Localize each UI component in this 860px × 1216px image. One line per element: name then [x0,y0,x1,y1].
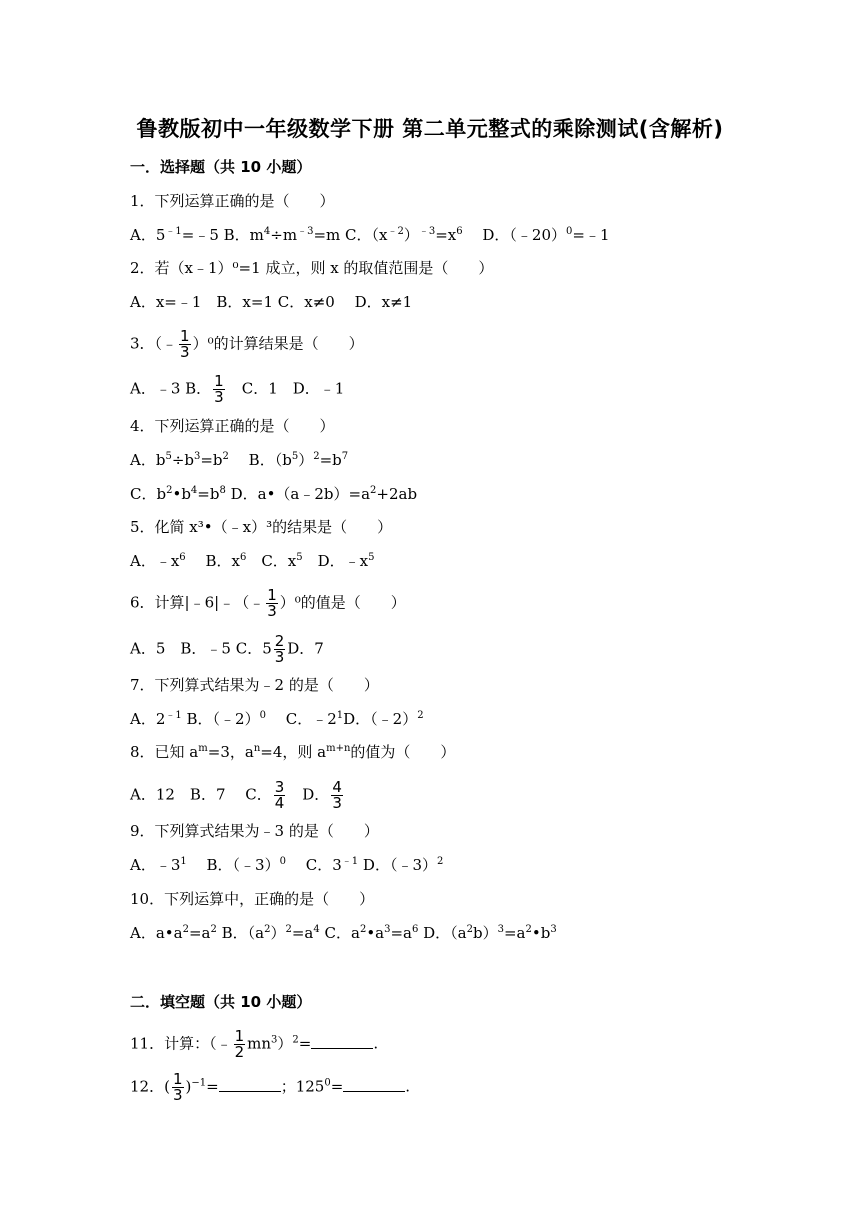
section-heading-fill: 二．填空题（共 10 小题） [130,993,312,1011]
question-7-options: A．$2^{﹣1}$ B．（﹣2）$^0$ C．$﹣2^1D$．（﹣2）$^2$ [130,710,424,728]
question-8: 8．已知 $a^m=3$，$a^n=4$，则 $a^{m+n}$的值为（ ） [130,743,456,761]
section-heading-choice: 一．选择题（共 10 小题） [130,158,312,176]
question-2: 2．若（x﹣1）⁰=1 成立，则 x 的取值范围是（ ） [130,259,494,277]
question-4-options-ab: A．$b^5\div b^3=b^2$ B．$(b^5)^2=b^7$ [130,451,349,469]
answer-blank [219,1079,281,1092]
answer-blank [343,1079,405,1092]
question-1-options: A．$5^{﹣1}=﹣5$ B．$m^4\div m^{﹣3}=m$ C．$(x^{﹣2})^{﹣3}=x^6$ D．（﹣20）$^0$=﹣1 [130,226,610,244]
answer-blank [311,1036,373,1049]
fraction: $\frac{1}{3}$ [267,586,277,620]
question-8-options: A．12 B．7 C． $\frac{3}{4}$ D． $\frac{4}{3}$ [130,778,342,812]
fraction: $\frac{1}{3}$ [214,372,224,406]
question-9: 9．下列算式结果为﹣3 的是（ ） [130,822,379,840]
question-10-options: A．$a•a^2=a^2$ B．$(a^2)^2=a^4$ C．$a^2•a^3=a^6$ D．$(a^2b)^3=a^2•b^3$ [130,924,557,942]
question-1: 1．下列运算正确的是（ ） [130,192,335,210]
fraction: $\frac{3}{4}$ [274,778,285,812]
question-12: 12．( $\frac{1}{3}$ )$^{-1}$= ；$125^0=$ . [130,1070,411,1104]
fraction: $\frac{1}{3}$ [172,1070,183,1104]
fraction: $\frac{2}{3}$ [274,632,285,666]
question-3-options: A．﹣3 B． $\frac{1}{3}$ C．1 D．﹣1 [130,372,345,406]
question-10: 10．下列运算中，正确的是（ ） [130,890,375,908]
question-3: 3．（﹣ $\frac{1}{3}$ ）⁰的计算结果是（ ） [130,327,364,361]
document-title: 鲁教版初中一年级数学下册 第二单元整式的乘除测试(含解析) [136,117,724,141]
question-5: 5．化简 x³•（﹣x）³的结果是（ ） [130,518,393,536]
fraction: $\frac{4}{3}$ [332,778,342,812]
fraction: $\frac{1}{3}$ [180,327,190,361]
question-11: 11．计算：（﹣ $\frac{1}{2}$ $mn^3)^2=$ . [130,1027,379,1061]
question-6-options: A．5 B．﹣5 C．5 $\frac{2}{3}$ D．7 [130,632,324,666]
question-6: 6．计算|﹣6|﹣（﹣ $\frac{1}{3}$ ）⁰的值是（ ） [130,586,406,620]
question-4-options-cd: C．$b^2•b^4=b^8$ D．$a•(a﹣2b)=a^2+2ab$ [130,485,418,503]
fraction: $\frac{1}{2}$ [234,1027,245,1061]
question-5-options: A．$﹣x^6$ B．$x^6$ C．$x^5$ D．$﹣x^5$ [130,552,375,570]
question-9-options: A．$﹣3^1$ B．（﹣3）$^0$ C．$3^{﹣1}$ D．（﹣3）$^2$ [130,856,444,874]
question-4: 4．下列运算正确的是（ ） [130,417,335,435]
question-7: 7．下列算式结果为﹣2 的是（ ） [130,676,379,694]
question-2-options: A．x=﹣1 B．x=1 C．x≠0 D．x≠1 [130,293,413,311]
